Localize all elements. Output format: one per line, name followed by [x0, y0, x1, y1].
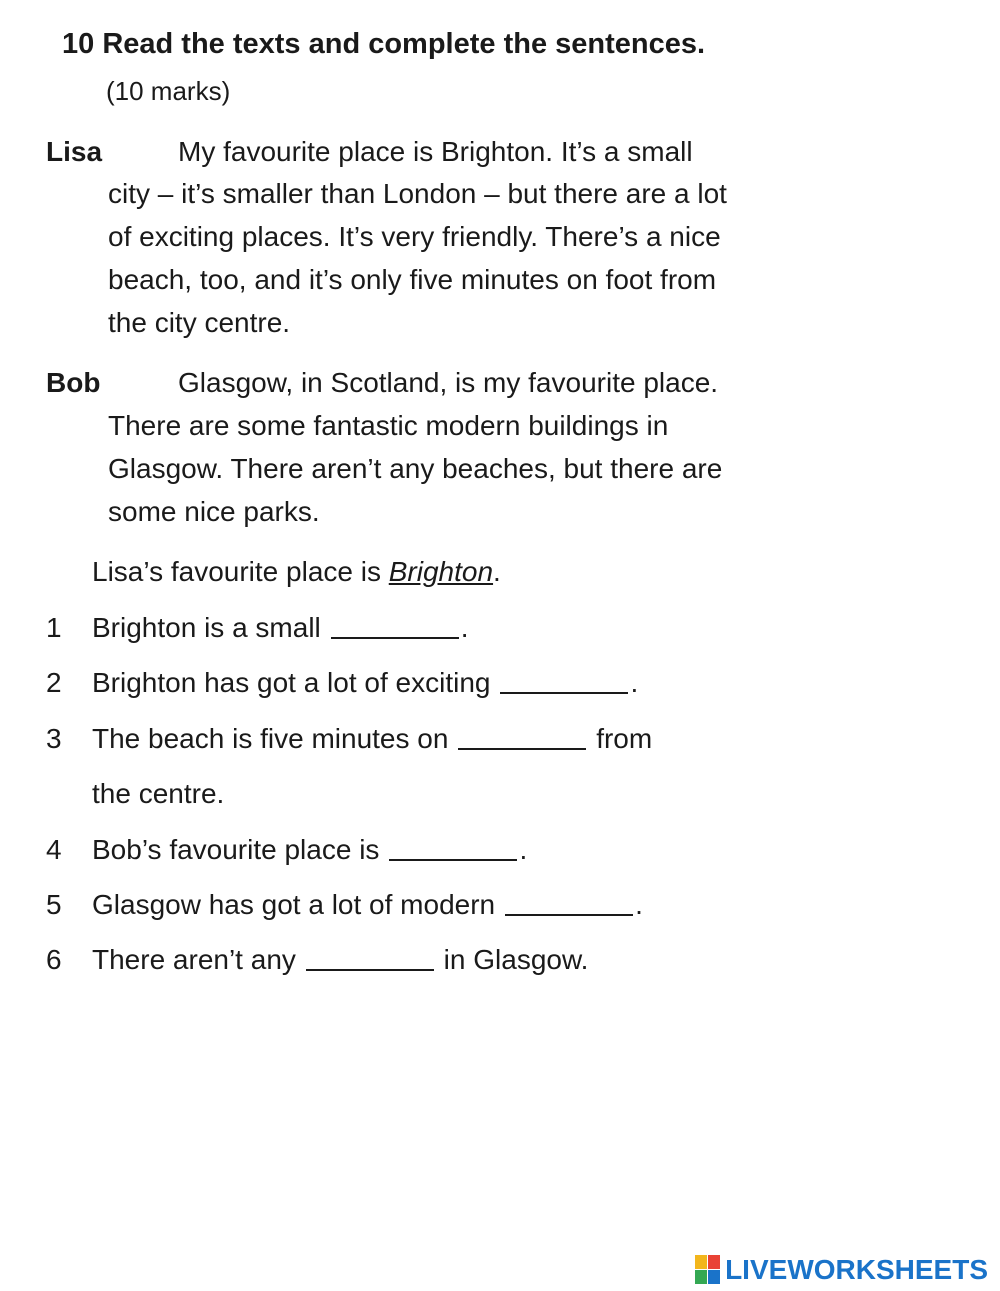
paragraph-line: city – it’s smaller than London – but there are a lot — [108, 178, 727, 209]
question-tail: . — [519, 834, 528, 865]
question-number: 3 — [46, 723, 62, 754]
example-text: Lisa’s favourite place is — [92, 556, 389, 587]
answer-blank-4[interactable] — [389, 829, 517, 861]
question-tail: in Glasgow. — [435, 944, 589, 975]
paragraph-line: There are some fantastic modern buildings in — [108, 410, 669, 441]
question-text: Glasgow has got a lot of modern — [92, 889, 496, 920]
question-number: 2 — [46, 667, 62, 698]
question-continuation: the centre. — [92, 778, 225, 809]
question-5 — [92, 889, 643, 924]
question-number: 6 — [46, 944, 62, 975]
liveworksheets-logo[interactable] — [695, 1254, 988, 1286]
question-number: 5 — [46, 889, 62, 920]
answer-blank-2[interactable] — [500, 662, 628, 694]
answer-blank-3[interactable] — [458, 718, 586, 750]
example-sentence — [92, 556, 501, 588]
example-punctuation: . — [493, 556, 501, 587]
marks-label: (10 marks) — [106, 76, 231, 106]
paragraph-line: some nice parks. — [108, 496, 320, 527]
paragraph-line: Glasgow. There aren’t any beaches, but there are — [108, 453, 723, 484]
liveworksheets-logo-icon — [695, 1255, 721, 1285]
paragraph-line: of exciting places. It’s very friendly. There’s a nice — [108, 221, 721, 252]
question-4 — [92, 834, 527, 869]
answer-blank-6[interactable] — [306, 939, 434, 971]
answer-blank-5[interactable] — [505, 884, 633, 916]
question-3 — [92, 723, 652, 758]
speaker-name-bob: Bob — [46, 367, 101, 398]
question-1 — [92, 612, 469, 647]
paragraph-line: My favourite place is Brighton. It’s a small — [178, 136, 693, 167]
question-2 — [92, 667, 638, 702]
speaker-name-lisa: Lisa — [46, 136, 103, 167]
question-text: The beach is five minutes on — [92, 723, 449, 754]
question-text: There aren’t any — [92, 944, 296, 975]
question-tail: . — [630, 667, 639, 698]
logo-text: LIVEWORKSHEETS — [725, 1254, 988, 1285]
paragraph-line: beach, too, and it’s only five minutes on foot from — [108, 264, 717, 295]
question-tail: . — [460, 612, 469, 643]
paragraph-line: Glasgow, in Scotland, is my favourite place. — [178, 367, 719, 398]
question-tail: from — [588, 723, 653, 754]
question-text: Bob’s favourite place is — [92, 834, 380, 865]
exercise-title: 10 Read the texts and complete the sentences. — [62, 28, 706, 60]
question-number: 1 — [46, 612, 62, 643]
question-number: 4 — [46, 834, 62, 865]
example-answer: Brighton — [388, 556, 494, 587]
question-tail: . — [635, 889, 643, 920]
question-text: Brighton has got a lot of exciting — [92, 667, 491, 698]
question-6 — [92, 944, 588, 979]
paragraph-line: the city centre. — [108, 307, 291, 338]
answer-blank-1[interactable] — [331, 607, 459, 639]
question-text: Brighton is a small — [92, 612, 321, 643]
